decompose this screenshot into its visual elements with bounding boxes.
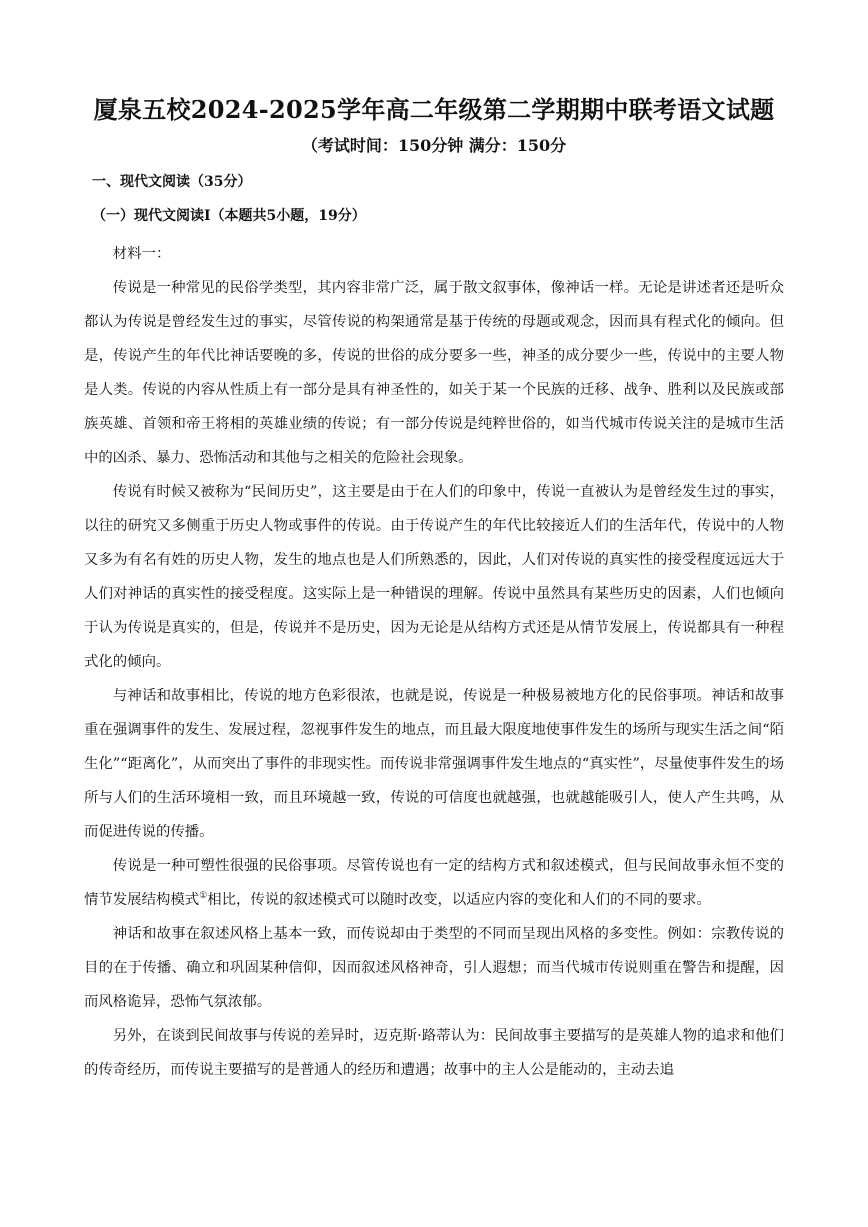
paragraph: 传说有时候又被称为“民间历史”，这主要是由于在人们的印象中，传说一直被认为是曾经发生过的事实，以往的研究又多侧重于历史人物或事件的传说。由于传说产生的年代比较接近人们的生活年代，传说中的人物又多为有名有姓的历史人物，发生的地点也是人们所熟悉的，因此，人们对传说的真实性的接受程度远远大于人们对神话的真实性的接受程度。这实际上是一种错误的理解。传说中虽然具有某些历史的因素，人们也倾向于认为传说是真实的，但是，传说并不是历史，因为无论是从结构方式还是从情节发展上，传说都具有一种程式化的倾向。 xyxy=(84,484,784,670)
paragraph: 另外，在谈到民间故事与传说的差异时，迈克斯·路蒂认为：民间故事主要描写的是英雄人物的追求和他们的传奇经历，而传说主要描写的是普通人的经历和遭遇；故事中的主人公是能动的，主动去追 xyxy=(84,1028,784,1078)
material-label: 材料一： xyxy=(112,246,171,262)
section-heading: 一、现代文阅读（35分） xyxy=(92,174,252,190)
paragraph xyxy=(84,849,784,917)
footnote-marker: ① xyxy=(199,891,208,902)
paragraph-text: 相比，传说的叙述模式可以随时改变，以适应内容的变化和人们的不同的要求。 xyxy=(207,892,711,908)
paragraph: 传说是一种常见的民俗学类型，其内容非常广泛，属于散文叙事体，像神话一样。无论是讲述者还是听众都认为传说是曾经发生过的事实，尽管传说的构架通常是基于传统的母题或观念，因而具有程式化的倾向。但是，传说产生的年代比神话要晚的多，传说的世俗的成分要多一些，神圣的成分要少一些，传说中的主要人物是人类。传说的内容从性质上有一部分是具有神圣性的，如关于某一个民族的迁移、战争、胜利以及民族或部族英雄、首领和帝王将相的英雄业绩的传说；有一部分传说是纯粹世俗的，如当代城市传说关注的是城市生活中的凶杀、暴力、恐怖活动和其他与之相关的危险社会现象。 xyxy=(84,280,784,466)
paragraph: 神话和故事在叙述风格上基本一致，而传说却由于类型的不同而呈现出风格的多变性。例如：宗教传说的目的在于传播、确立和巩固某种信仰，因而叙述风格神奇，引人遐想；而当代城市传说则重在警告和提醒，因而风格诡异，恐怖气氛浓郁。 xyxy=(84,926,784,1010)
exam-info: （考试时间：150分钟 满分：150分 xyxy=(301,136,567,155)
exam-title: 厦泉五校2024-2025学年高二年级第二学期期中联考语文试题 xyxy=(93,95,775,124)
subsection-heading: （一）现代文阅读Ⅰ（本题共5小题，19分） xyxy=(92,208,366,224)
reading-passage xyxy=(84,237,784,1087)
paragraph-text: 传说是一种可塑性很强的民俗事项。尽管传说也有一定的结构方式和叙述模式，但与民间故事永恒不变的情节发展结构模式 xyxy=(84,858,784,908)
paragraph: 与神话和故事相比，传说的地方色彩很浓，也就是说，传说是一种极易被地方化的民俗事项。神话和故事重在强调事件的发生、发展过程，忽视事件发生的地点，而且最大限度地使事件发生的场所与现实生活之间“陌生化”“距离化”，从而突出了事件的非现实性。而传说非常强调事件发生地点的“真实性”，尽量使事件发生的场所与人们的生活环境相一致，而且环境越一致，传说的可信度也就越强，也就越能吸引人，使人产生共鸣，从而促进传说的传播。 xyxy=(84,688,784,840)
